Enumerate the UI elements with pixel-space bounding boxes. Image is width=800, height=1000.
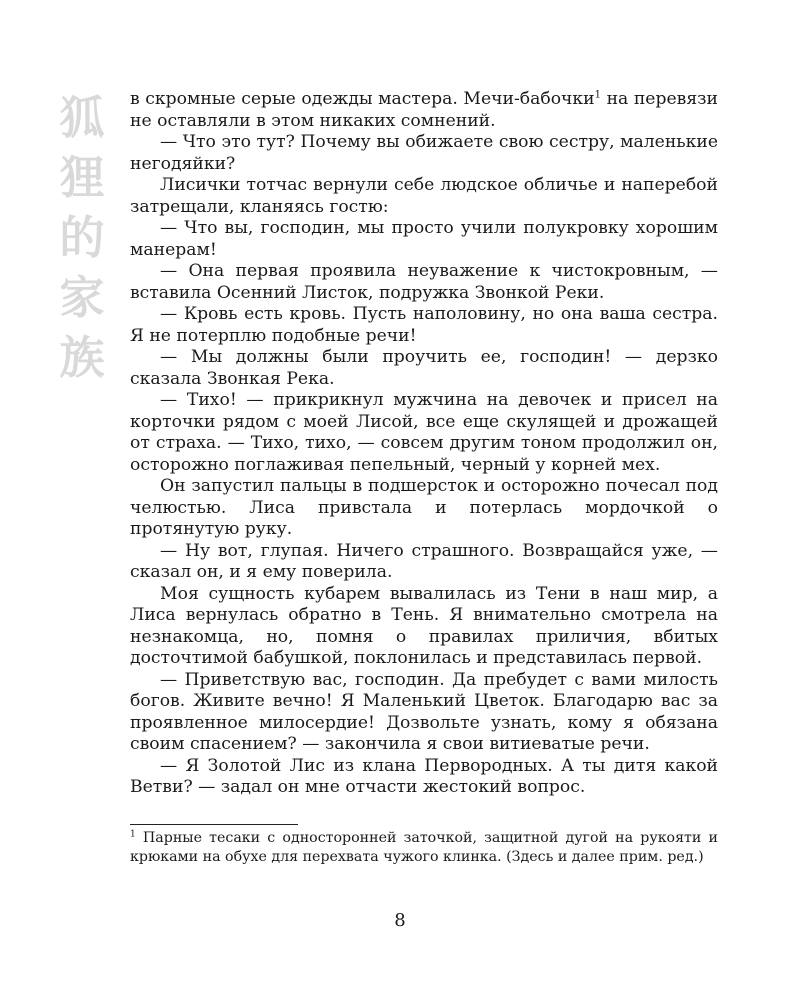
side-title-vertical xyxy=(50,88,114,388)
paragraph: — Тихо! — прикрикнул мужчина на девочек и присел на корточки рядом с моей Лисой, все еще скулящей и дрожащей от страха. — Тихо, тихо, — совсем другим тоном продолжил он, осторожно поглаживая пепельный, черный у корней мех. xyxy=(130,390,718,475)
paragraph: — Мы должны были проучить ее, господин! — дерзко сказала Звонкая Река. xyxy=(130,347,718,389)
paragraph: — Кровь есть кровь. Пусть наполовину, но она ваша сестра. Я не потерплю подобные речи! xyxy=(130,304,718,346)
paragraph: Он запустил пальцы в подшерсток и осторожно почесал под челюстью. Лиса привстала и потерлась мордочкой о протянутую руку. xyxy=(130,476,718,539)
body-text xyxy=(130,89,718,799)
side-title-char: 族 xyxy=(59,331,105,384)
footnote-marker: 1 xyxy=(130,829,136,840)
paragraph-text: в скромные серые одежды мастера. Мечи-бабочки xyxy=(130,89,595,109)
paragraph: — Что вы, господин, мы просто учили полукровку хорошим манерам! xyxy=(130,218,718,260)
side-title-char: 家 xyxy=(59,271,105,324)
paragraph: — Приветствую вас, господин. Да пребудет с вами милость богов. Живите вечно! Я Маленький Цветок. Благодарю вас за проявленное милосердие! Дозвольте узнать, кому я обязана своим спасением? — закончила я свои витиеватые речи. xyxy=(130,669,718,754)
footnote xyxy=(130,829,718,867)
paragraph: — Я Золотой Лис из клана Первородных. А ты дитя какой Ветви? — задал он мне отчасти жестокий вопрос. xyxy=(130,755,718,797)
paragraph: — Она первая проявила неуважение к чистокровным, — вставила Осенний Листок, подружка Звонкой Реки. xyxy=(130,261,718,303)
page-number: 8 xyxy=(394,910,406,931)
paragraph: Лисички тотчас вернули себе людское обличье и наперебой затрещали, кланяясь гостю: xyxy=(130,175,718,217)
footnote-reference: 1 xyxy=(594,89,601,101)
side-title-char: 狐 xyxy=(59,91,105,144)
paragraph: — Ну вот, глупая. Ничего страшного. Возвращайся уже, — сказал он, и я ему поверила. xyxy=(130,540,718,582)
side-title-char: 的 xyxy=(59,211,105,264)
footnote-text: Парные тесаки с односторонней заточкой, защитной дугой на рукояти и крюками на обухе для перехвата чужого клинка. (Здесь и далее прим. ред.) xyxy=(130,830,718,865)
paragraph: Моя сущность кубарем вывалилась из Тени в наш мир, а Лиса вернулась обратно в Тень. Я внимательно смотрела на незнакомца, но, помня о правилах приличия, вбитых досточтимой бабушкой, поклонилась и представилась первой. xyxy=(130,583,718,668)
footnote-divider xyxy=(130,824,298,825)
paragraph-text-continued: на перевязи не оставляли в этом никаких сомнений. xyxy=(130,89,718,131)
paragraph xyxy=(130,89,718,132)
paragraph: — Что это тут? Почему вы обижаете свою сестру, маленькие негодяйки? xyxy=(130,132,718,174)
side-title-char: 狸 xyxy=(59,151,105,204)
